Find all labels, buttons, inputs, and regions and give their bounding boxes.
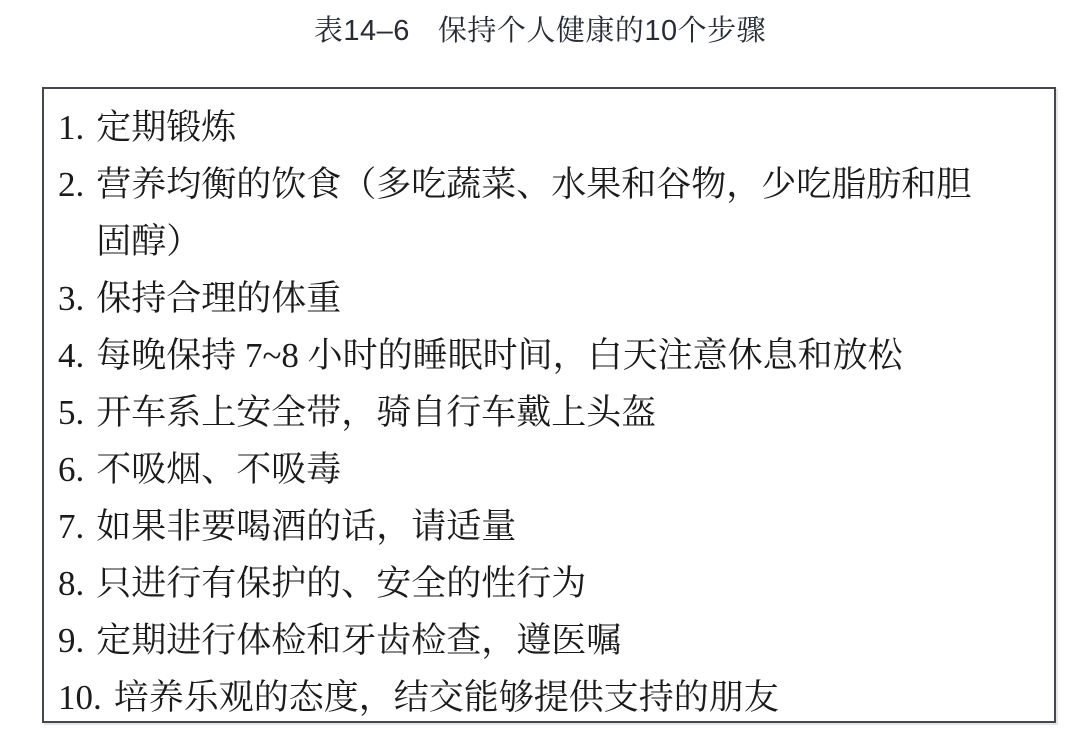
step-item xyxy=(58,498,1036,555)
step-item xyxy=(58,384,1036,441)
step-number: 2. xyxy=(58,165,85,204)
step-number: 6. xyxy=(58,450,85,489)
step-item xyxy=(58,612,1036,669)
step-text: 只进行有保护的、安全的性行为 xyxy=(96,564,587,603)
step-text: 培养乐观的态度，结交能够提供支持的朋友 xyxy=(113,678,779,717)
table-title: 保持个人健康的10个步骤 xyxy=(437,15,767,47)
step-number: 8. xyxy=(58,564,85,603)
step-item xyxy=(58,270,1036,327)
step-text: 开车系上安全带，骑自行车戴上头盔 xyxy=(96,393,657,432)
step-item xyxy=(58,555,1036,612)
step-text: 营养均衡的饮食（多吃蔬菜、水果和谷物，少吃脂肪和胆 xyxy=(96,165,972,204)
step-number: 3. xyxy=(58,279,85,318)
step-item xyxy=(58,441,1036,498)
step-number: 9. xyxy=(58,621,85,660)
step-item xyxy=(58,669,1036,723)
step-text: 每晚保持 7~8 小时的睡眠时间，白天注意休息和放松 xyxy=(96,336,903,375)
step-item xyxy=(58,156,1036,270)
step-text-continued: 固醇） xyxy=(96,222,202,261)
health-steps-table xyxy=(42,87,1056,723)
step-number: 4. xyxy=(58,336,85,375)
table-label: 表14–6 xyxy=(313,15,410,47)
step-number: 7. xyxy=(58,507,85,546)
step-text: 不吸烟、不吸毒 xyxy=(96,450,342,489)
step-text: 保持合理的体重 xyxy=(96,279,342,318)
step-text: 如果非要喝酒的话，请适量 xyxy=(96,507,517,546)
step-item xyxy=(58,99,1036,156)
step-number: 10. xyxy=(58,678,102,717)
step-number: 1. xyxy=(58,108,85,147)
step-number: 5. xyxy=(58,393,85,432)
step-item xyxy=(58,327,1036,384)
step-text: 定期锻炼 xyxy=(96,108,237,147)
table-caption xyxy=(0,8,1080,49)
step-text: 定期进行体检和牙齿检查，遵医嘱 xyxy=(96,621,622,660)
